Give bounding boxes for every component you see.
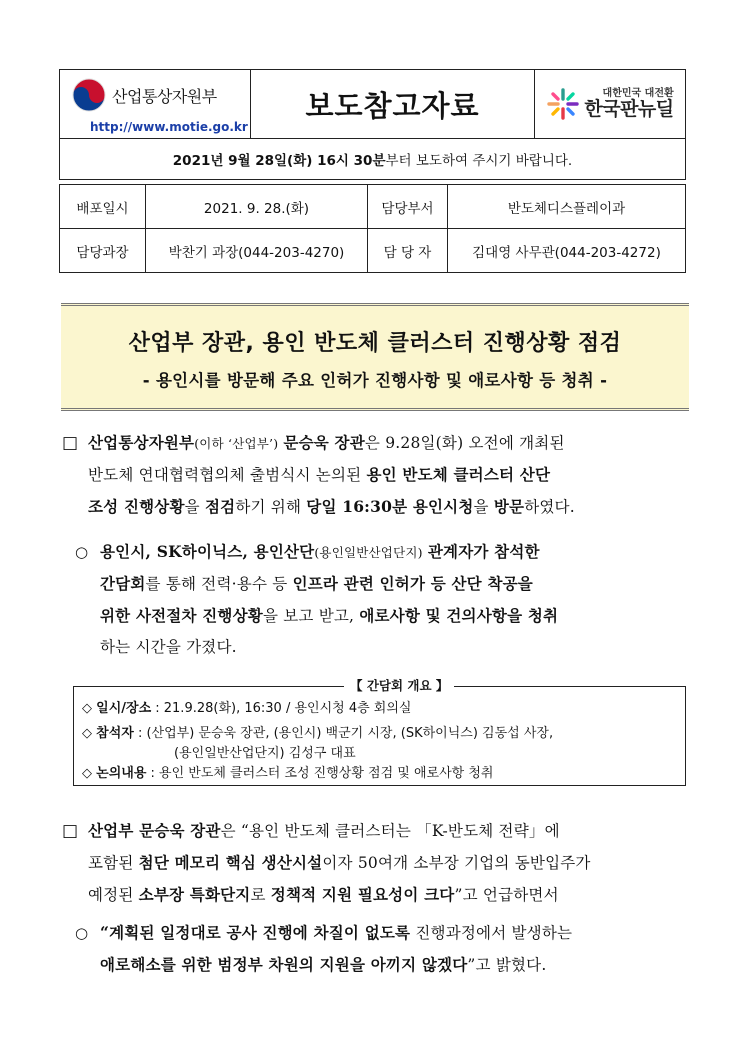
- paragraph-3-line-2: 포함된 첨단 메모리 핵심 생산시설이자 50여개 소부장 기업의 동반입주가: [88, 853, 591, 872]
- contact-label: 담 당 자: [368, 229, 448, 273]
- manager-value: 박찬기 과장(044-203-4270): [146, 229, 368, 273]
- new-deal-logo-icon: [546, 87, 580, 121]
- paragraph-2-line-3: 위한 사전절차 진행상황을 보고 받고, 애로사항 및 건의사항을 청취: [100, 606, 559, 625]
- paragraph-3-line-3: 예정된 소부장 특화단지로 정책적 지원 필요성이 크다”고 언급하면서: [88, 885, 559, 904]
- headline-title: 산업부 장관, 용인 반도체 클러스터 진행상황 점검: [128, 331, 622, 356]
- press-header-table: [59, 69, 686, 180]
- paragraph-1: [88, 427, 688, 523]
- release-label: 배포일시: [60, 185, 146, 229]
- square-bullet-2: □: [62, 821, 79, 841]
- release-value: 2021. 9. 28.(화): [146, 185, 368, 229]
- paragraph-2-line-2: 간담회를 통해 전력·용수 등 인프라 관련 인허가 등 산단 착공을: [100, 574, 533, 593]
- dept-label: 담당부서: [368, 185, 448, 229]
- summary-row-agenda: ◇ 논의내용 : 용인 반도체 클러스터 조성 진행상황 점검 및 애로사항 청취: [82, 766, 494, 781]
- square-bullet: □: [62, 433, 79, 453]
- summary-title: 【 간담회 개요 】: [344, 676, 454, 694]
- paragraph-4-line-2: 애로해소를 위한 범정부 차원의 지원을 아끼지 않겠다”고 밝혔다.: [100, 955, 547, 974]
- paragraph-4: [100, 917, 690, 981]
- brand-name: 한국판뉴딜: [584, 98, 674, 121]
- paragraph-2: [100, 536, 690, 663]
- contact-value: 김대영 사무관(044-203-4272): [448, 229, 686, 273]
- taegeuk-icon: [72, 78, 106, 112]
- embargo-suffix: 부터 보도하여 주시기 바랍니다.: [385, 153, 573, 169]
- meeting-summary-box: [73, 678, 686, 786]
- paragraph-4-line-1: “계획된 일정대로 공사 진행에 차질이 없도록 진행과정에서 발생하는: [100, 923, 573, 942]
- contact-info-table: [59, 184, 686, 273]
- paragraph-2-line-1: 용인시, SK하이닉스, 용인산단(용인일반산업단지) 관계자가 참석한: [100, 542, 540, 561]
- paragraph-1-line-2: 반도체 연대협력협의체 출범식시 논의된 용인 반도체 클러스터 산단: [88, 465, 551, 484]
- paragraph-3-line-1: 산업부 문승욱 장관은 “용인 반도체 클러스터는 「K-반도체 전략」에: [88, 821, 560, 840]
- ministry-logo: [72, 78, 217, 112]
- embargo-date: 2021년 9월 28일(화) 16시 30분: [172, 153, 386, 169]
- circle-bullet-2: ○: [75, 924, 89, 942]
- paragraph-1-line-1: 산업통상자원부(이하 ‘산업부’) 문승욱 장관은 9.28일(화) 오전에 개최된: [88, 433, 565, 452]
- manager-label: 담당과장: [60, 229, 146, 273]
- summary-row-attendees-cont: (용인일반산업단지) 김성구 대표: [174, 746, 356, 761]
- ministry-logo-cell: [60, 70, 251, 139]
- summary-row-attendees: ◇ 참석자 : (산업부) 문승욱 장관, (용인시) 백군기 시장, (SK하이닉스) 김동섭 사장,: [82, 726, 554, 741]
- embargo-notice: [60, 139, 686, 180]
- doc-type-title: 보도참고자료: [251, 70, 535, 139]
- brand-tagline: 대한민국 대전환: [602, 88, 674, 100]
- circle-bullet: ○: [75, 543, 89, 561]
- paragraph-3: [88, 815, 688, 911]
- ministry-url-link[interactable]: http://www.motie.go.kr: [90, 120, 248, 134]
- ministry-name: 산업통상자원부: [112, 86, 217, 106]
- paragraph-2-line-4: 하는 시간을 가졌다.: [100, 638, 237, 656]
- summary-row-datetime: ◇ 일시/장소 : 21.9.28(화), 16:30 / 용인시청 4층 회의실: [82, 701, 412, 716]
- paragraph-1-line-3: 조성 진행상황을 점검하기 위해 당일 16:30분 용인시청을 방문하였다.: [88, 497, 575, 516]
- new-deal-logo-cell: [535, 70, 686, 139]
- dept-value: 반도체디스플레이과: [448, 185, 686, 229]
- headline-subtitle: - 용인시를 방문해 주요 인허가 진행사항 및 애로사항 등 청취 -: [142, 371, 608, 390]
- headline-box: [61, 303, 689, 411]
